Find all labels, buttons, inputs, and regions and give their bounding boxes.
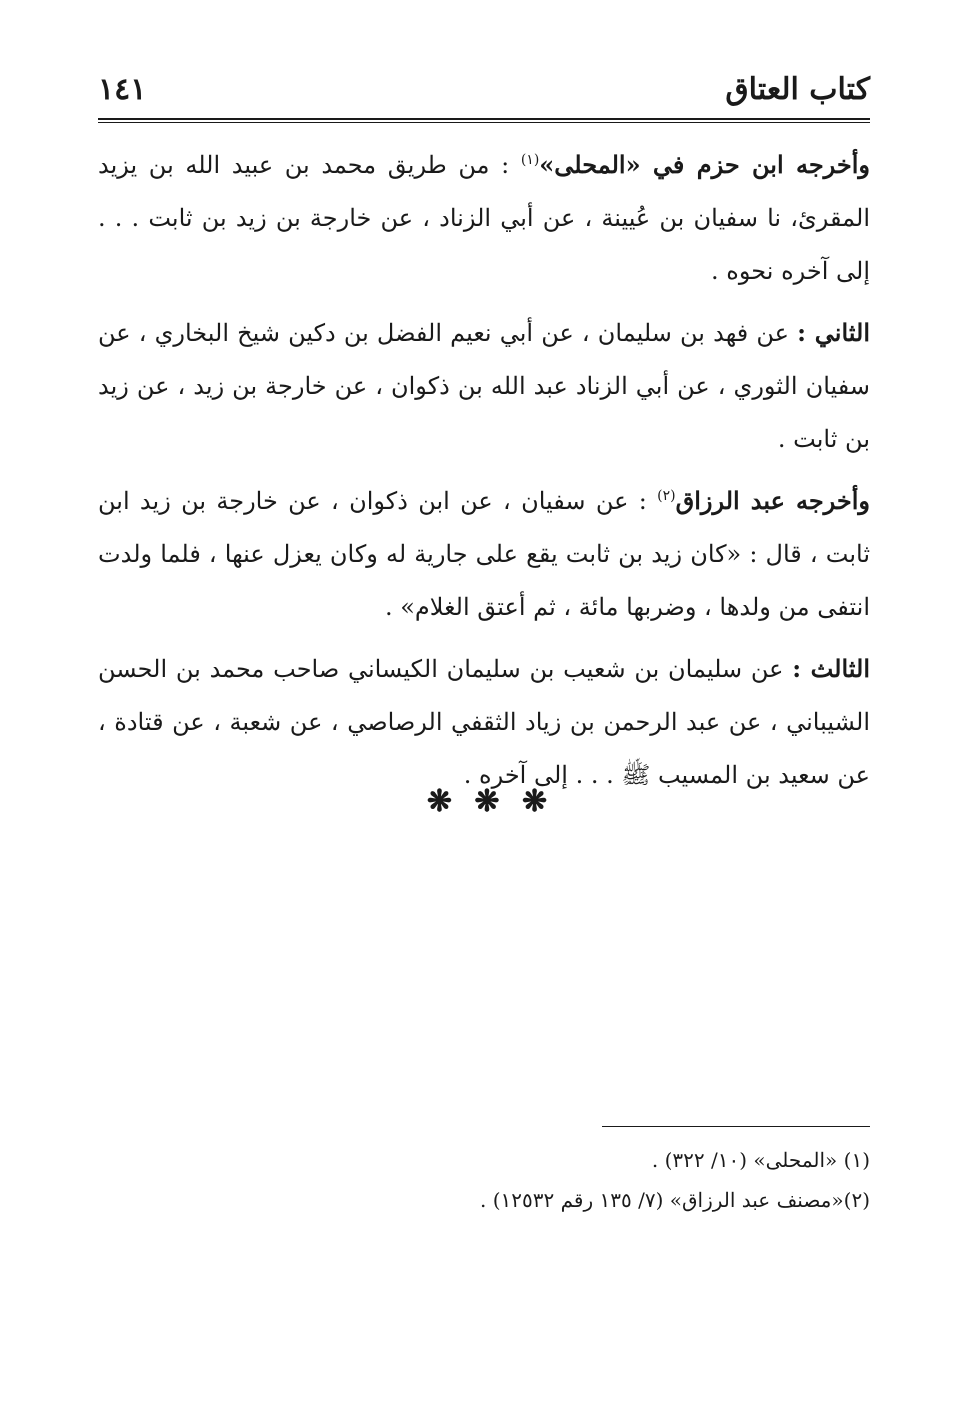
paragraph-lead: وأخرجه ابن حزم في «المحلى» — [539, 150, 870, 179]
paragraph-lead: الثالث : — [792, 654, 870, 683]
paragraph-second-chain — [98, 306, 870, 466]
footnote-1: (١) «المحلى» (١٠/ ٣٢٢) . — [651, 1148, 870, 1172]
paragraph-lead: الثاني : — [797, 318, 871, 347]
paragraph-text: عن فهد بن سليمان ، عن أبي نعيم الفضل بن دكين شيخ البخاري ، عن سفيان الثوري ، عن أبي الزناد عبد الله بن ذكوان ، عن خارجة بن زيد ، عن زيد بن ثابت . — [98, 319, 870, 453]
section-separator: ❋ ❋ ❋ — [426, 784, 554, 819]
paragraph-lead: وأخرجه عبد الرزاق — [675, 486, 871, 515]
chapter-title: كتاب العتاق — [725, 72, 870, 107]
paragraph-text: : عن سفيان ، عن ابن ذكوان ، عن خارجة بن زيد ابن ثابت ، قال : «كان زيد بن ثابت يقع على جارية له وكان يعزل عنها ، فلما ولدت انتفى من ولدها ، وضربها مائة ، ثم أعتق الغلام» . — [98, 487, 870, 621]
main-text — [98, 138, 870, 810]
page-number: ١٤١ — [98, 72, 147, 107]
page-header — [98, 70, 870, 116]
footnote-ref-2: (٢) — [657, 488, 676, 504]
footnote-2: (٢)«مصنف عبد الرزاق» (٧/ ١٣٥ رقم ١٢٥٣٢) . — [480, 1188, 870, 1212]
paragraph-abd-al-razzaq — [98, 474, 870, 634]
footnote-ref-1: (١) — [520, 152, 540, 168]
paragraph-text: عن سليمان بن شعيب بن سليمان الكيساني صاحب محمد بن الحسن الشيباني ، عن عبد الرحمن بن زياد الثقفي الرصاصي ، عن شعبة ، عن قتادة ، عن سعيد بن المسيب ﷺ . . . إلى آخره . — [98, 655, 870, 789]
footnotes — [98, 1140, 870, 1220]
paragraph-third-chain — [98, 642, 870, 802]
paragraph-text: : من طريق محمد بن عبيد الله بن يزيد المقرئ، نا سفيان بن عُيينة ، عن أبي الزناد ، عن خارجة بن زيد بن ثابت . . . إلى آخره نحوه . — [98, 151, 870, 285]
paragraph-ibn-hazm — [98, 138, 870, 298]
header-rule-thin — [98, 122, 870, 123]
footnote-rule — [602, 1126, 870, 1127]
header-rule — [98, 118, 870, 120]
